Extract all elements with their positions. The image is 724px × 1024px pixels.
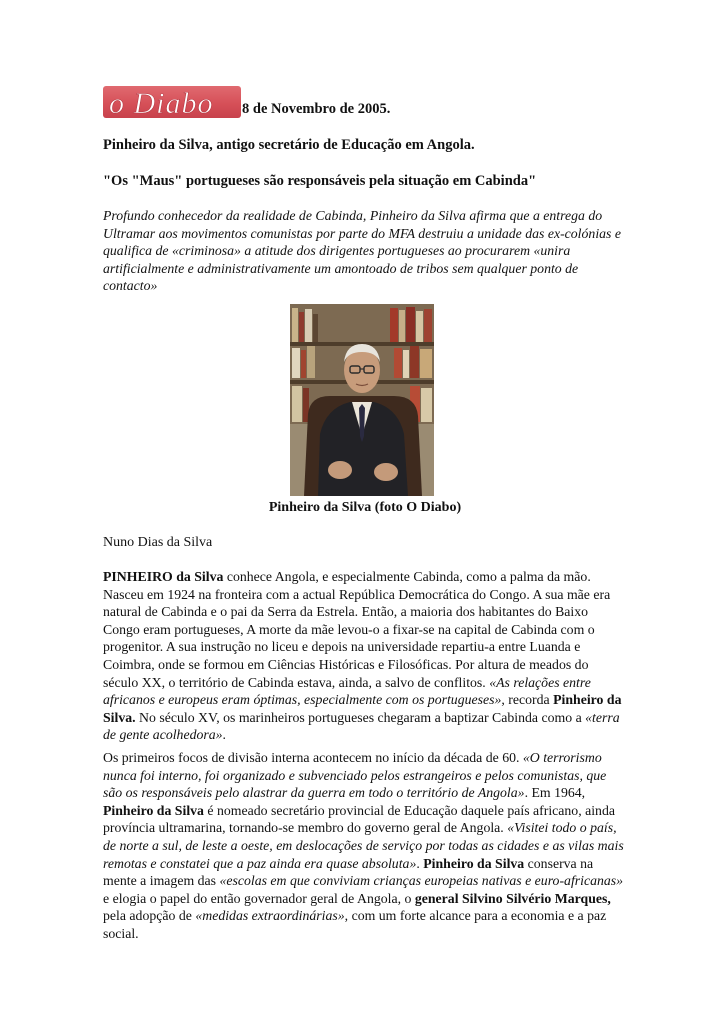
paragraph-text: conhece Angola, e especialmente Cabinda, como a palma da mão. Nasceu em 1924 na fronteira com a actual República Democrática do Congo. A sua mãe era natural de Cabinda e o pai da Serra da Estrela. Então, a maioria dos habitantes do Baixo Congo eram portugueses, A morte da mãe levou-o a fixar-se na capital de Cabinda com o progenitor. A sua instrução no liceu e depois na universidade repartiu-a entre Luanda e Coimbra, onde se formou em Ciências Históricas e Filosóficas. Por altura de meados do século XX, o território de Cabinda estava, ainda, a salvo de conflitos. (103, 569, 611, 690)
paragraph-text: . (222, 727, 226, 743)
logo-lettering (103, 86, 241, 118)
body-paragraph-2 (103, 749, 625, 943)
quote: «O terrorismo nunca foi interno, foi organizado e subvenciado pelos estrangeiros e pelos comunistas, que são os responsáveis pelo alastrar da guerra em todo o território de Angola» (103, 750, 607, 801)
body-paragraph-1 (103, 568, 625, 744)
quote: «terra de gente acolhedora» (103, 709, 620, 743)
publication-date: 8 de Novembro de 2005. (242, 100, 391, 117)
paragraph-text: , recorda (501, 692, 554, 708)
author-byline: Nuno Dias da Silva (103, 535, 213, 550)
o-diabo-logo (103, 86, 241, 118)
article-lead: Profundo conhecedor da realidade de Cabinda, Pinheiro da Silva afirma que a entrega do Ultramar aos movimentos comunistas por parte do MFA destruiu a unidade das ex-colónias e qualifica de «criminosa» a atitude dos dirigentes portugueses ao procurarem «unira artificialmente e administrativamente um amontoado de tribos sem qualquer ponto de contacto» (103, 208, 621, 293)
subject-name-caps: PINHEIRO da Silva (103, 569, 224, 584)
article-title: "Os "Maus" portugueses são responsáveis pela situação em Cabinda" (103, 173, 537, 189)
quote: «escolas em que conviviam crianças europeias nativas e euro-africanas» (219, 873, 624, 889)
paragraph-text: Os primeiros focos de divisão interna acontecem no início da década de 60. (103, 750, 523, 765)
quote: «As relações entre africanos e europeus eram óptimas, especialmente com os portugueses» (103, 674, 591, 708)
paragraph-text: conserva na mente a imagem das (103, 855, 594, 889)
paragraph-text: . (416, 855, 424, 871)
paragraph-text: é nomeado secretário provincial de Educação daquele país africano, ainda província ultramarina, tornando-se membro do governo geral de Angola. (103, 802, 615, 836)
subject-name: Pinheiro da Silva. (103, 692, 622, 725)
paragraph-text: . Em 1964, (524, 785, 586, 801)
photo-caption: Pinheiro da Silva (foto O Diabo) (268, 500, 462, 515)
portrait-photo (290, 304, 434, 496)
subject-name: Pinheiro da Silva (103, 802, 204, 818)
svg-text:o Diabo: o Diabo (109, 87, 214, 118)
subject-name: Pinheiro da Silva (423, 855, 525, 871)
masthead (103, 86, 390, 118)
quote: «Visitei todo o país, de norte a sul, de leste a oeste, em deslocações de serviço por todas as cidades e as vilas mais remotas e constatei que a paz ainda era quase absoluta» (103, 820, 624, 871)
general-name: general Silvino Silvério Marques, (414, 890, 611, 906)
quote: «medidas extraordinárias» (195, 908, 345, 924)
paragraph-text: No século XV, os marinheiros portugueses chegaram a baptizar Cabinda como a (135, 709, 586, 725)
paragraph-text: , com um forte alcance para a economia e a paz social. (103, 908, 607, 941)
paragraph-text: pela adopção de (103, 908, 196, 924)
paragraph-text: e elogia o papel do então governador geral de Angola, o (103, 890, 415, 906)
portrait-illustration (290, 304, 434, 496)
article-kicker: Pinheiro da Silva, antigo secretário de Educação em Angola. (103, 137, 475, 153)
